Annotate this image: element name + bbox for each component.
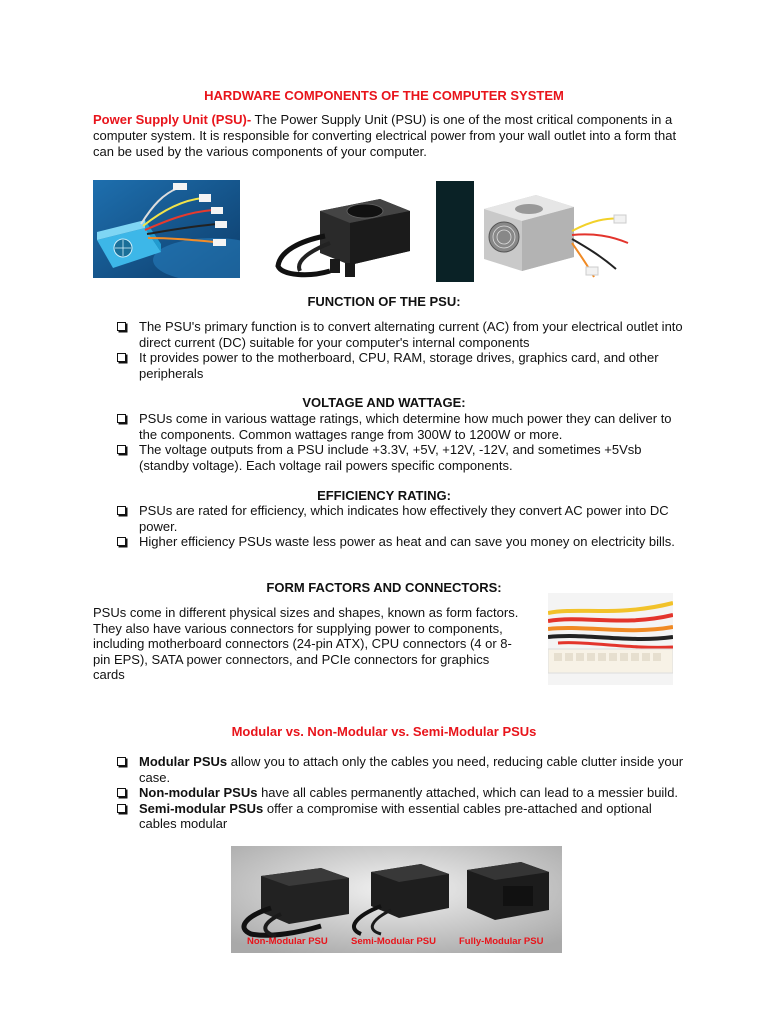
caption-semi-modular: Semi-Modular PSU (351, 936, 436, 947)
checkbox-bullet-icon (117, 788, 126, 797)
modular-list (114, 754, 684, 832)
function-heading: FUNCTION OF THE PSU: (307, 294, 461, 309)
intro-lead: Power Supply Unit (PSU)- (93, 112, 252, 127)
psu-image-black (270, 181, 418, 284)
list-item: Semi-modular PSUs offer a compromise with essential cables pre-attached and optional cables modular (114, 801, 684, 832)
checkbox-bullet-icon (117, 537, 126, 546)
psu-image-dark-panel (436, 181, 474, 282)
intro-text: The Power Supply Unit (PSU) is one of the most critical components in a computer system. It is responsible for converting electrical power from your wall outlet into a form that can be used by the various components of your computer. (93, 112, 677, 159)
psu-image-silver (476, 181, 634, 282)
checkbox-bullet-icon (117, 445, 126, 454)
page-title: HARDWARE COMPONENTS OF THE COMPUTER SYSTEM (204, 88, 564, 103)
checkbox-bullet-icon (117, 506, 126, 515)
modular-heading: Modular vs. Non-Modular vs. Semi-Modular PSUs (231, 724, 537, 739)
voltage-list (114, 411, 684, 473)
form-paragraph: PSUs come in different physical sizes and shapes, known as form factors. They also have various connectors for supplying power to components, including motherboard connectors (24-pin ATX), CPU connectors (4 or 8-pin EPS), SATA power connectors, and PCIe connectors for graphics cards (93, 605, 519, 682)
checkbox-bullet-icon (117, 353, 126, 362)
list-item: It provides power to the motherboard, CPU, RAM, storage drives, graphics card, and other peripherals (114, 350, 684, 381)
intro-paragraph (93, 112, 683, 160)
list-item: PSUs come in various wattage ratings, which determine how much power they can deliver to the components. Common wattages range from 300W to 1200W or more. (114, 411, 684, 442)
function-list (114, 319, 684, 381)
list-item: Modular PSUs allow you to attach only the cables you need, reducing cable clutter inside your case. (114, 754, 684, 785)
connector-image (548, 593, 673, 685)
list-item: PSUs are rated for efficiency, which indicates how effectively they convert AC power into DC power. (114, 503, 684, 534)
psu-image-blue (93, 180, 240, 278)
caption-fully-modular: Fully-Modular PSU (459, 936, 544, 947)
list-item: Non-modular PSUs have all cables permanently attached, which can lead to a messier build. (114, 785, 684, 801)
checkbox-bullet-icon (117, 414, 126, 423)
efficiency-heading: EFFICIENCY RATING: (317, 488, 451, 503)
caption-non-modular: Non-Modular PSU (247, 936, 328, 947)
form-heading: FORM FACTORS AND CONNECTORS: (266, 580, 502, 595)
checkbox-bullet-icon (117, 322, 126, 331)
checkbox-bullet-icon (117, 804, 126, 813)
voltage-heading: VOLTAGE AND WATTAGE: (302, 395, 466, 410)
checkbox-bullet-icon (117, 757, 126, 766)
list-item: Higher efficiency PSUs waste less power as heat and can save you money on electricity bills. (114, 534, 684, 550)
psu-comparison-image (231, 846, 562, 953)
list-item: The PSU's primary function is to convert alternating current (AC) from your electrical outlet into direct current (DC) suitable for your computer's internal components (114, 319, 684, 350)
list-item: The voltage outputs from a PSU include +3.3V, +5V, +12V, -12V, and sometimes +5Vsb (standby voltage). Each voltage rail powers specific components. (114, 442, 684, 473)
efficiency-list (114, 503, 684, 550)
